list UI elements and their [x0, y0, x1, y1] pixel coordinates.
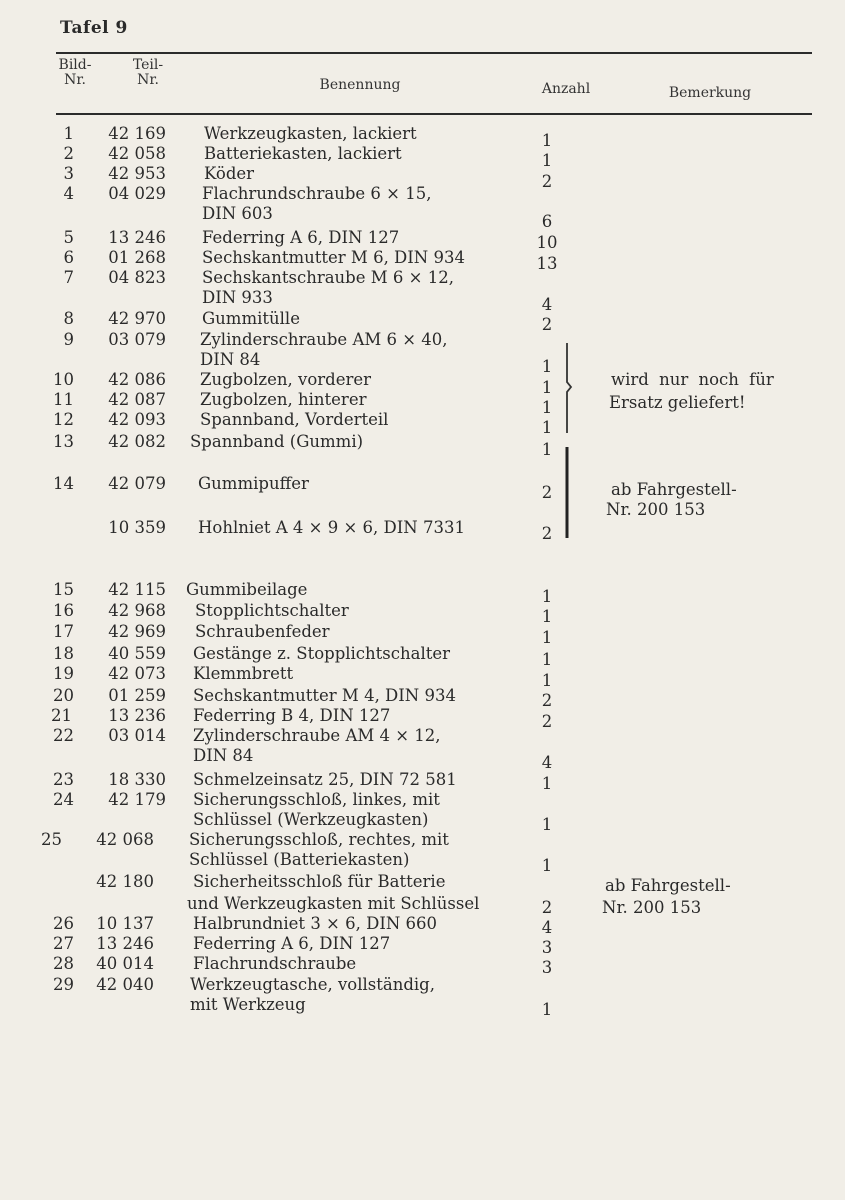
benennung: Flachrundschraube	[193, 954, 357, 973]
benennung: Zylinderschraube AM 6 × 40,	[200, 330, 448, 349]
teil-nr: 42 970	[108, 309, 166, 328]
teil-nr: 42 093	[108, 410, 166, 429]
anzahl: 1	[541, 440, 553, 459]
bild-nr: 13	[53, 432, 74, 451]
bild-nr: 10	[53, 370, 74, 389]
teil-nr: 42 953	[108, 164, 166, 183]
header-bemerkung: Bemerkung	[668, 85, 752, 101]
anzahl: 2	[541, 524, 553, 543]
anzahl: 1	[541, 398, 553, 417]
benennung: Schraubenfeder	[195, 622, 330, 641]
benennung: Sechskantmutter M 4, DIN 934	[193, 686, 456, 705]
teil-nr: 40 559	[108, 644, 166, 663]
bild-nr: 20	[53, 686, 74, 705]
anzahl: 2	[541, 483, 553, 502]
anzahl: 2	[541, 712, 553, 731]
benennung: Batteriekasten, lackiert	[204, 144, 402, 163]
anzahl: 1	[541, 671, 553, 690]
benennung: Zugbolzen, vorderer	[200, 370, 372, 389]
remark-fahrgestell-1-line1: ab Fahrgestell-	[611, 480, 737, 499]
bild-nr: 2	[63, 144, 74, 163]
teil-nr: 03 014	[108, 726, 166, 745]
teil-nr: 10 359	[108, 518, 166, 537]
anzahl: 4	[541, 295, 553, 314]
benennung: Sechskantmutter M 6, DIN 934	[202, 248, 465, 267]
anzahl: 3	[541, 958, 553, 977]
bild-nr: 25	[41, 830, 62, 849]
benennung: Sicherheitsschloß für Batterie	[193, 872, 446, 891]
header-teil-line2: Nr.	[137, 72, 159, 88]
remark-fahrgestell-2-line2: Nr. 200 153	[602, 898, 702, 917]
benennung: Zylinderschraube AM 4 × 12,	[193, 726, 441, 745]
bild-nr: 29	[53, 975, 74, 994]
teil-nr: 42 169	[108, 124, 166, 143]
bild-nr: 18	[53, 644, 74, 663]
benennung: mit Werkzeug	[190, 995, 306, 1014]
bild-nr: 3	[63, 164, 74, 183]
teil-nr: 42 086	[108, 370, 166, 389]
benennung: Schmelzeinsatz 25, DIN 72 581	[193, 770, 457, 789]
benennung: Federring B 4, DIN 127	[193, 706, 391, 725]
teil-nr: 13 246	[96, 934, 154, 953]
bild-nr: 9	[63, 330, 74, 349]
anzahl: 1	[541, 1000, 553, 1019]
anzahl: 1	[541, 774, 553, 793]
teil-nr: 10 137	[96, 914, 154, 933]
benennung: Klemmbrett	[193, 664, 294, 683]
benennung: Flachrundschraube 6 × 15,	[202, 184, 432, 203]
page-title: Tafel 9	[60, 18, 128, 38]
benennung: Schlüssel (Batteriekasten)	[189, 850, 410, 869]
remark-fahrgestell-1-line2: Nr. 200 153	[606, 500, 706, 519]
anzahl: 6	[541, 212, 553, 231]
benennung: Werkzeugtasche, vollständig,	[190, 975, 435, 994]
teil-nr: 01 268	[108, 248, 166, 267]
teil-nr: 42 040	[96, 975, 154, 994]
bild-nr: 15	[53, 580, 74, 599]
header-anzahl: Anzahl	[541, 81, 591, 97]
anzahl: 1	[541, 650, 553, 669]
anzahl: 1	[541, 418, 553, 437]
bild-nr: 21	[51, 706, 72, 725]
teil-nr: 42 073	[108, 664, 166, 683]
remark-ersatz-line1: wird nur noch für	[611, 370, 774, 389]
benennung: DIN 603	[202, 204, 273, 223]
benennung: Hohlniet A 4 × 9 × 6, DIN 7331	[198, 518, 465, 537]
teil-nr: 42 087	[108, 390, 166, 409]
bild-nr: 8	[63, 309, 74, 328]
teil-nr: 42 058	[108, 144, 166, 163]
bild-nr: 11	[53, 390, 74, 409]
header-bild-line1: Bild-	[58, 57, 92, 73]
anzahl: 13	[536, 254, 558, 273]
bild-nr: 28	[53, 954, 74, 973]
benennung: Gestänge z. Stopplichtschalter	[193, 644, 451, 663]
benennung: Werkzeugkasten, lackiert	[204, 124, 417, 143]
teil-nr: 42 179	[108, 790, 166, 809]
anzahl: 2	[541, 315, 553, 334]
benennung: DIN 84	[200, 350, 261, 369]
benennung: Köder	[204, 164, 255, 183]
benennung: Federring A 6, DIN 127	[202, 228, 400, 247]
teil-nr: 18 330	[108, 770, 166, 789]
bild-nr: 27	[53, 934, 74, 953]
anzahl: 2	[541, 172, 553, 191]
header-teil-line1: Teil-	[132, 57, 164, 73]
bild-nr: 26	[53, 914, 74, 933]
benennung: Sicherungsschloß, linkes, mit	[193, 790, 440, 809]
benennung: Gummipuffer	[198, 474, 309, 493]
anzahl: 1	[541, 357, 553, 376]
benennung: Spannband (Gummi)	[190, 432, 364, 451]
anzahl: 1	[541, 131, 553, 150]
benennung: Halbrundniet 3 × 6, DIN 660	[193, 914, 438, 933]
anzahl: 1	[541, 587, 553, 606]
bild-nr: 17	[53, 622, 74, 641]
bild-nr: 22	[53, 726, 74, 745]
benennung: DIN 933	[202, 288, 273, 307]
anzahl: 1	[541, 378, 553, 397]
bild-nr: 6	[63, 248, 74, 267]
anzahl: 1	[541, 628, 553, 647]
bild-nr: 5	[63, 228, 74, 247]
anzahl: 1	[541, 815, 553, 834]
bild-nr: 12	[53, 410, 74, 429]
anzahl: 1	[541, 607, 553, 626]
teil-nr: 42 079	[108, 474, 166, 493]
bild-nr: 1	[63, 124, 74, 143]
remark-bracket-1	[560, 340, 580, 436]
benennung: Sicherungsschloß, rechtes, mit	[189, 830, 449, 849]
benennung: Spannband, Vorderteil	[200, 410, 389, 429]
teil-nr: 04 029	[108, 184, 166, 203]
teil-nr: 13 246	[108, 228, 166, 247]
benennung: Gummitülle	[202, 309, 300, 328]
anzahl: 1	[541, 151, 553, 170]
teil-nr: 40 014	[96, 954, 154, 973]
anzahl: 4	[541, 918, 553, 937]
teil-nr: 42 068	[96, 830, 154, 849]
teil-nr: 42 115	[108, 580, 166, 599]
teil-nr: 42 968	[108, 601, 166, 620]
header-bild-line2: Nr.	[64, 72, 86, 88]
remark-bar-2	[561, 445, 573, 541]
bild-nr: 19	[53, 664, 74, 683]
teil-nr: 01 259	[108, 686, 166, 705]
benennung: Sechskantschraube M 6 × 12,	[202, 268, 454, 287]
benennung: DIN 84	[193, 746, 254, 765]
benennung: Stopplichtschalter	[195, 601, 349, 620]
bild-nr: 4	[63, 184, 74, 203]
teil-nr: 42 969	[108, 622, 166, 641]
teil-nr: 42 180	[96, 872, 154, 891]
anzahl: 1	[541, 856, 553, 875]
benennung: Gummibeilage	[186, 580, 308, 599]
teil-nr: 03 079	[108, 330, 166, 349]
benennung: Schlüssel (Werkzeugkasten)	[193, 810, 429, 829]
bild-nr: 16	[53, 601, 74, 620]
bild-nr: 24	[53, 790, 74, 809]
anzahl: 4	[541, 753, 553, 772]
anzahl: 3	[541, 938, 553, 957]
bild-nr: 23	[53, 770, 74, 789]
benennung: und Werkzeugkasten mit Schlüssel	[187, 894, 480, 913]
teil-nr: 04 823	[108, 268, 166, 287]
benennung: Federring A 6, DIN 127	[193, 934, 391, 953]
anzahl: 2	[541, 691, 553, 710]
anzahl: 2	[541, 898, 553, 917]
remark-fahrgestell-2-line1: ab Fahrgestell-	[605, 876, 731, 895]
bild-nr: 14	[53, 474, 74, 493]
teil-nr: 42 082	[108, 432, 166, 451]
teil-nr: 13 236	[108, 706, 166, 725]
benennung: Zugbolzen, hinterer	[200, 390, 367, 409]
anzahl: 10	[536, 233, 558, 252]
header-benennung: Benennung	[319, 77, 401, 93]
bild-nr: 7	[63, 268, 74, 287]
remark-ersatz-line2-text: Ersatz geliefert!	[609, 393, 746, 412]
